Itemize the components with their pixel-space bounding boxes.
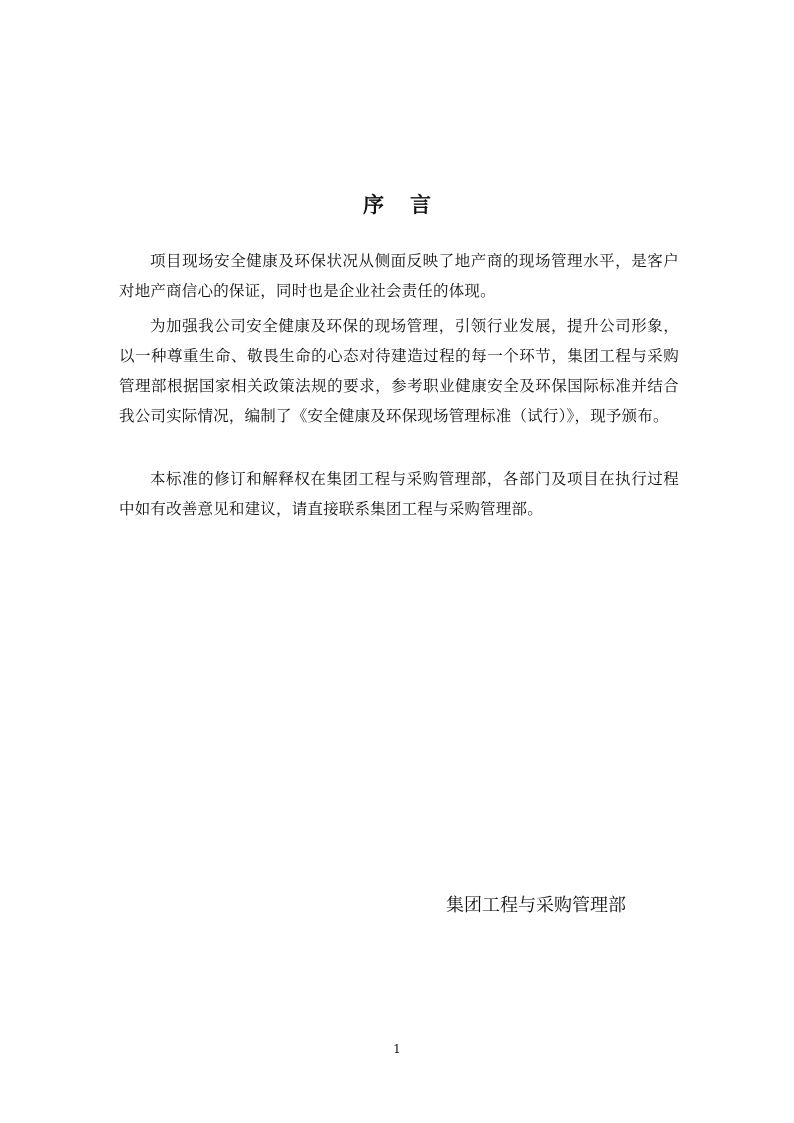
page-number: 1 — [393, 1042, 401, 1056]
preface-paragraph-1: 项目现场安全健康及环保状况从侧面反映了地产商的现场管理水平，是客户对地产商信心的保证，同时也是企业社会责任的体现。 — [119, 252, 679, 300]
preface-paragraph-3: 本标准的修订和解释权在集团工程与采购管理部，各部门及项目在执行过程中如有改善意见和建议，请直接联系集团工程与采购管理部。 — [119, 470, 679, 518]
page-title: 序言 — [363, 192, 457, 217]
preface-paragraph-2: 为加强我公司安全健康及环保的现场管理，引领行业发展，提升公司形象，以一种尊重生命、敬畏生命的心态对待建造过程的每一个环节，集团工程与采购管理部根据国家相关政策法规的要求，参考职业健康安全及环保国际标准并结合我公司实际情况，编制了《安全健康及环保现场管理标准（试行）》，现予颁布。 — [119, 317, 679, 425]
signature-department: 集团工程与采购管理部 — [446, 895, 626, 916]
